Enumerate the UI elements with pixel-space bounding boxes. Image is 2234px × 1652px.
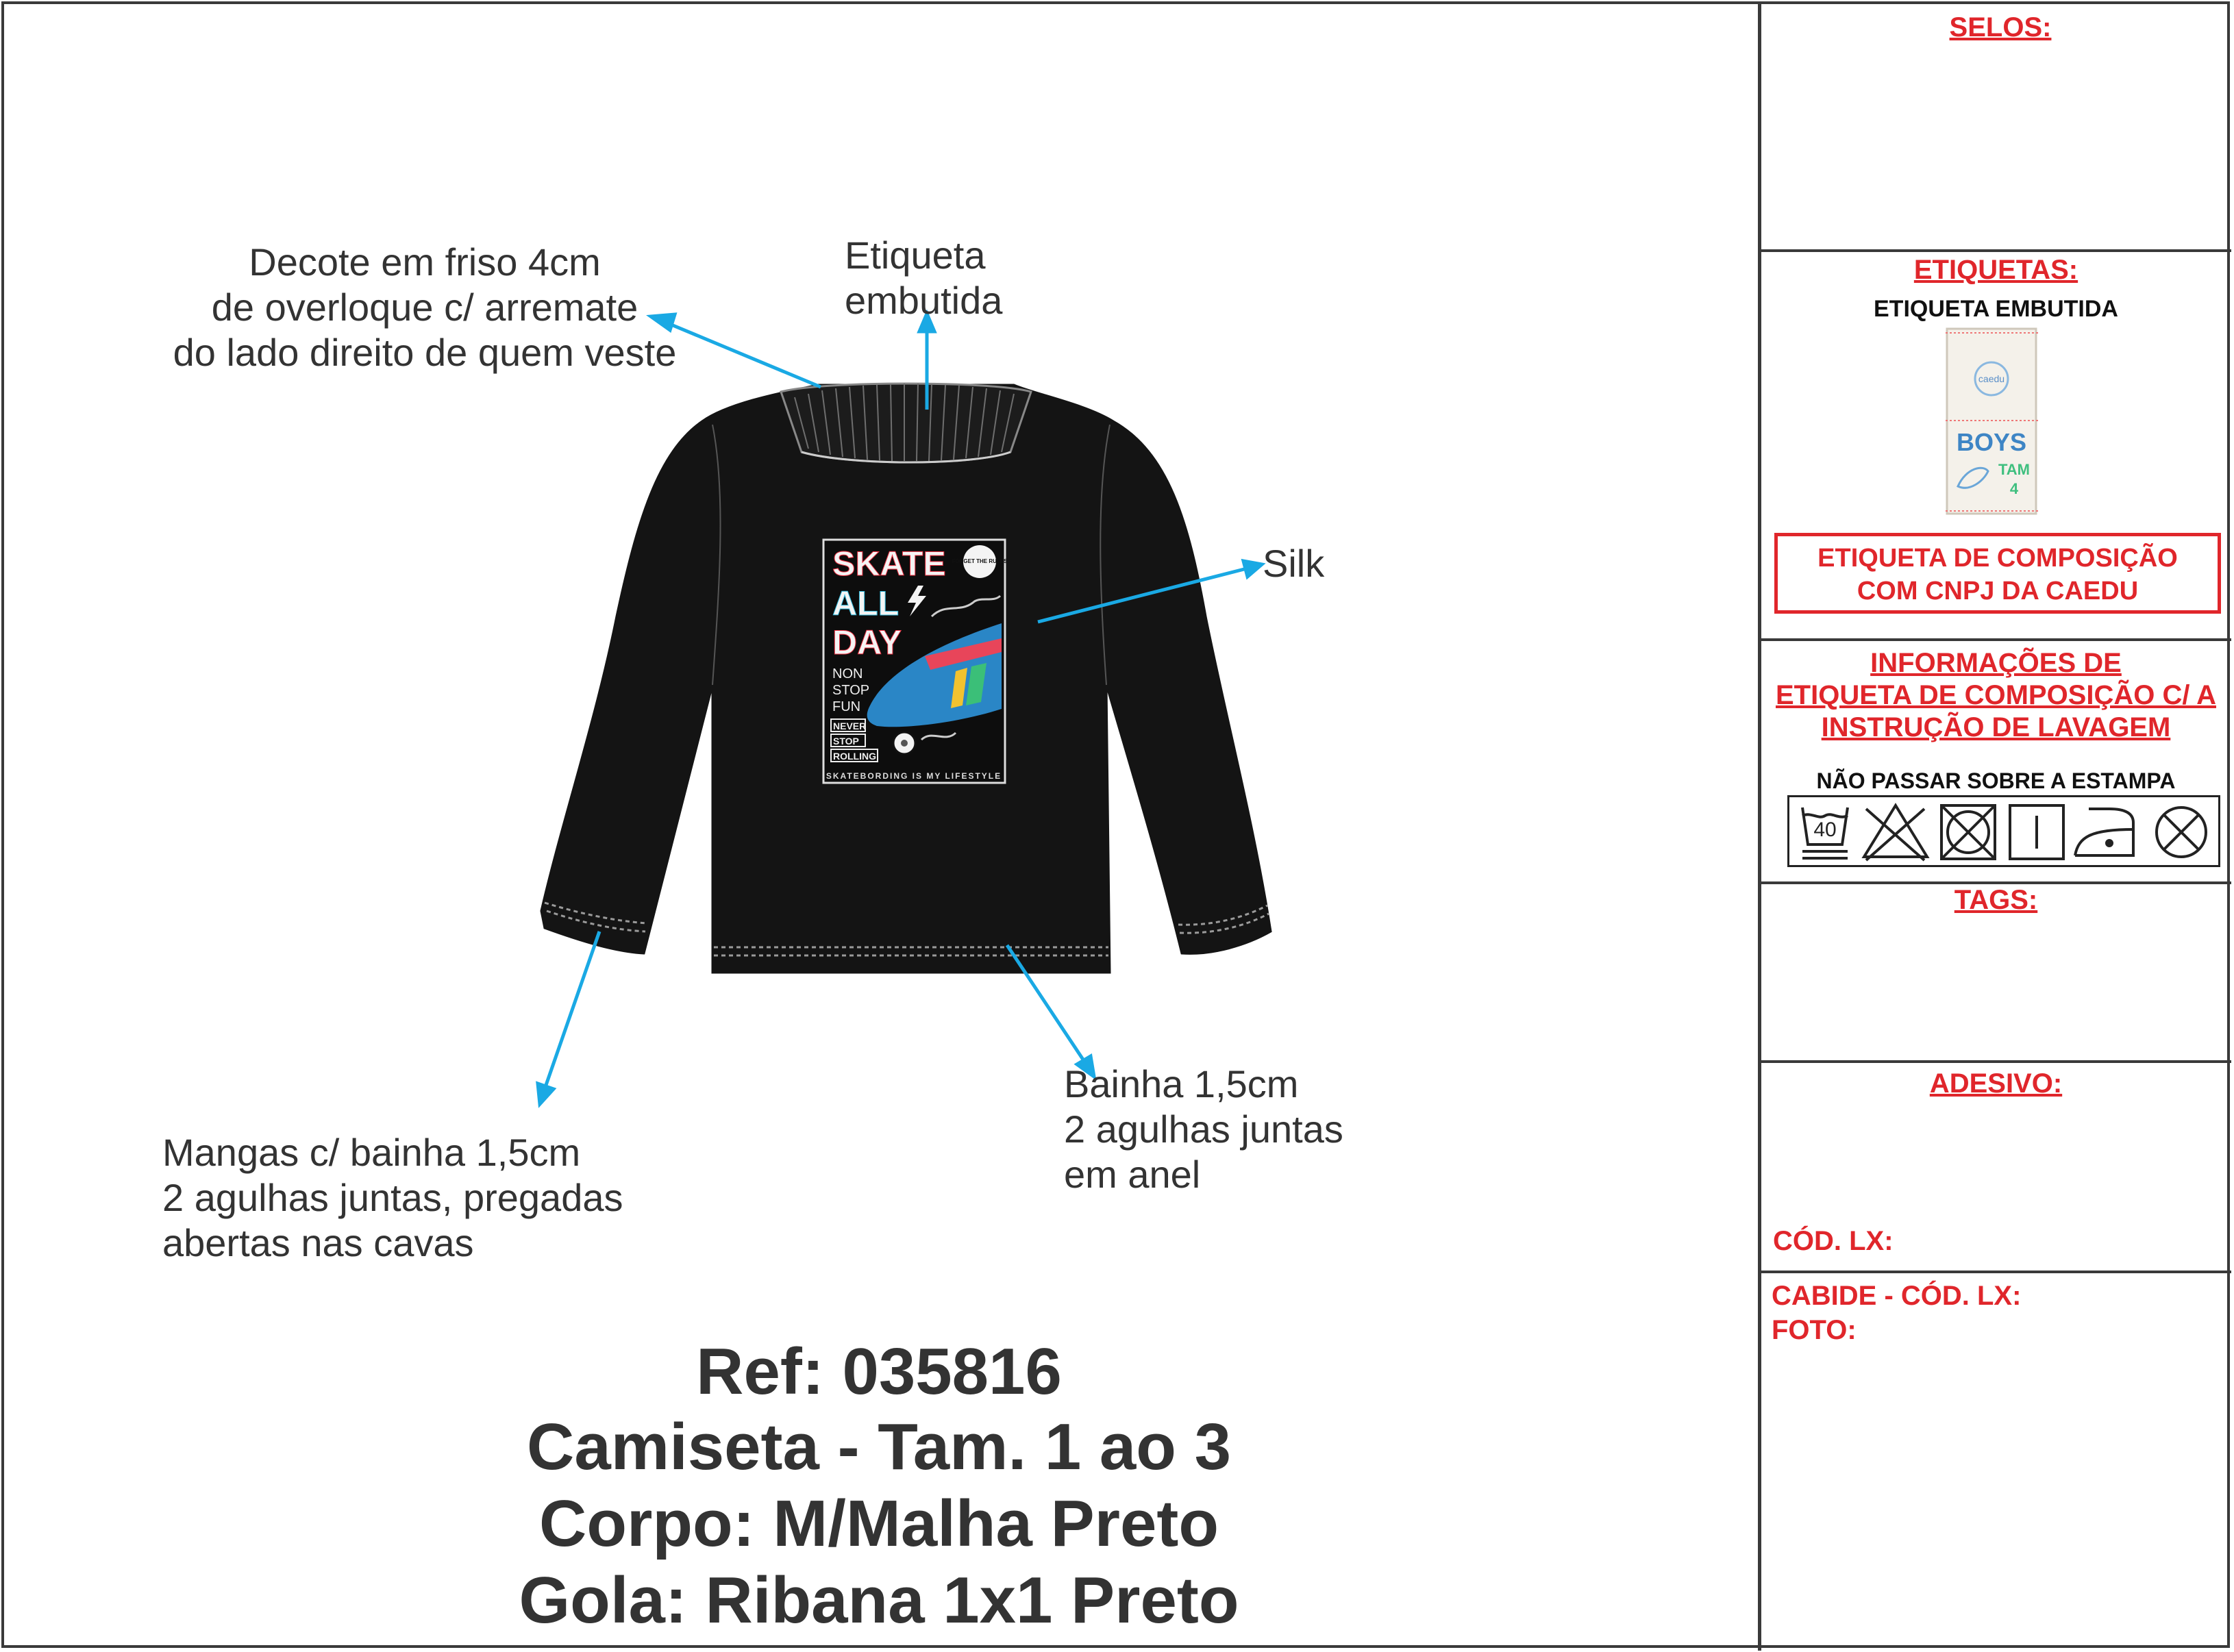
embedded-label-image bbox=[1946, 327, 2041, 516]
cod-lx-label: CÓD. LX: bbox=[1773, 1226, 1894, 1256]
print-all: ALL bbox=[832, 584, 899, 623]
info-line1: INFORMAÇÕES DE bbox=[1870, 648, 2122, 678]
print-footer: SKATEBORDING IS MY LIFESTYLE bbox=[826, 771, 1002, 781]
print-skate: SKATE bbox=[832, 545, 946, 583]
note-silk: Silk bbox=[1263, 542, 1325, 585]
tags-title: TAGS: bbox=[1954, 885, 2038, 915]
note-decote: Decote em friso 4cm de overloque c/ arremate do lado direito de quem veste bbox=[173, 240, 677, 374]
composicao-box bbox=[1774, 533, 2221, 614]
arrow-silk-head bbox=[1243, 561, 1262, 577]
composicao-text: ETIQUETA DE COMPOSIÇÃO COM CNPJ DA CAEDU bbox=[1817, 544, 2178, 605]
note-bainha: Bainha 1,5cm 2 agulhas juntas em anel bbox=[1064, 1062, 1343, 1196]
selos-title: SELOS: bbox=[1949, 12, 2052, 42]
iron-icon bbox=[2075, 809, 2133, 855]
etiquetas-title: ETIQUETAS: bbox=[1913, 255, 2078, 285]
print-bubble: FORGET THE RULES bbox=[952, 558, 1008, 564]
divider-etiquetas bbox=[1759, 638, 2231, 641]
divider-selos bbox=[1759, 249, 2231, 252]
note-etiqueta: Etiqueta embutida bbox=[845, 234, 1003, 322]
label-brand: caedu bbox=[1978, 373, 2005, 384]
label-tam: TAM bbox=[1998, 461, 2031, 478]
info-line3: INSTRUÇÃO DE LAVAGEM bbox=[1821, 712, 2171, 742]
note-mangas: Mangas c/ bainha 1,5cm 2 agulhas juntas, pregadas abertas nas cavas bbox=[162, 1131, 623, 1264]
divider-adesivo bbox=[1759, 1271, 2231, 1273]
info-line2: ETIQUETA DE COMPOSIÇÃO C/ A bbox=[1776, 680, 2216, 710]
title-collar: Gola: Ribana 1x1 Preto bbox=[519, 1564, 1239, 1637]
care-symbols bbox=[1787, 795, 2220, 867]
foto-label: FOTO: bbox=[1772, 1315, 1857, 1345]
divider-tags bbox=[1759, 1060, 2231, 1063]
label-size: 4 bbox=[2009, 480, 2019, 497]
print-never: NEVER bbox=[833, 721, 867, 731]
divider-info bbox=[1759, 881, 2231, 884]
title-ref: Ref: 035816 bbox=[696, 1335, 1062, 1408]
adesivo-title: ADESIVO: bbox=[1929, 1068, 2063, 1099]
etiqueta-embutida-label: ETIQUETA EMBUTIDA bbox=[1874, 296, 2118, 322]
arrow-decote bbox=[668, 323, 821, 387]
cabide-label: CABIDE - CÓD. LX: bbox=[1772, 1281, 2022, 1311]
print-non: NON bbox=[832, 666, 863, 681]
print-fun: FUN bbox=[832, 699, 861, 714]
no-tumble-dry-icon bbox=[1941, 805, 1995, 859]
nao-passar-label: NÃO PASSAR SOBRE A ESTAMPA bbox=[1816, 768, 2176, 793]
print-stop-2: STOP bbox=[833, 736, 859, 747]
print-stop: STOP bbox=[832, 683, 870, 698]
no-dry-clean-icon bbox=[2157, 808, 2206, 857]
title-body: Corpo: M/Malha Preto bbox=[538, 1487, 1219, 1560]
wash-temp: 40 bbox=[1813, 818, 1837, 841]
no-bleach-icon bbox=[1864, 805, 1927, 860]
line-dry-icon bbox=[2010, 805, 2063, 859]
label-boys: BOYS bbox=[1956, 428, 2027, 456]
arrow-mangas-head bbox=[538, 1084, 554, 1104]
arrow-mangas bbox=[545, 931, 599, 1089]
print-rolling: ROLLING bbox=[833, 751, 876, 762]
print-day: DAY bbox=[832, 623, 902, 662]
title-product: Camiseta - Tam. 1 ao 3 bbox=[527, 1410, 1231, 1484]
